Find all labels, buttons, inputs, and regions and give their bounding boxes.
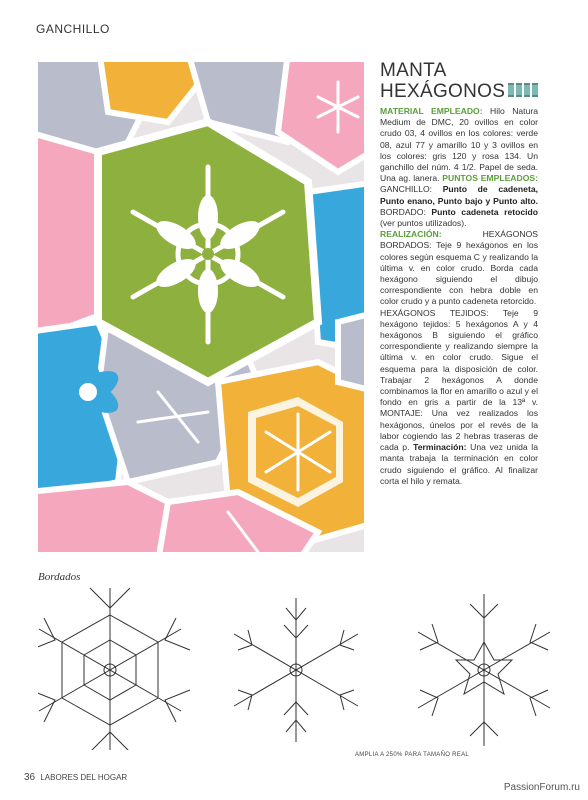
page-footer	[24, 772, 127, 783]
article-title	[380, 60, 540, 102]
material-label: MATERIAL EMPLEADO:	[380, 106, 483, 116]
stitches-text-1: GANCHILLO:	[380, 184, 433, 195]
section-label: GANCHILLO	[36, 22, 110, 36]
material-text-2: Papel de seda.	[479, 162, 538, 173]
spool-rating-icon	[508, 81, 540, 102]
stitches-text-2: BORDADO:	[380, 206, 426, 217]
watermark: PassionForum.ru	[503, 782, 580, 793]
stitches-bold: Punto de cadeneta, Punto enano, Punto bajo y Punto alto.	[380, 184, 538, 206]
embroidery-patterns	[38, 580, 568, 750]
title-line1: MANTA	[380, 60, 447, 81]
realization-label: REALIZACIÓN:	[380, 229, 442, 240]
material-text: Hilo Natura Medium de DMC, 20 ovillos en color crudo 03, 4 ovillos en los colores: verde 08, azul 77 y amarillo 10 y 3 ovillos en los colores: gris 120 y rosa 134. Un ganchillo del núm. 4 1/2.	[380, 106, 538, 173]
blanket-illustration	[38, 62, 364, 552]
snowflake-pattern-1	[38, 588, 190, 750]
stitches-bold-2: Punto cadeneta retocido	[431, 206, 539, 217]
snowflake-pattern-3	[418, 594, 550, 746]
blanket-photo	[38, 62, 364, 552]
stitches-text-3: (ver puntos utilizados).	[380, 218, 467, 229]
realization-text-2: HEXÁGONOS TEJIDOS: Teje 9 hexágono tejidos: 5 hexágonos A y 4 hexágonos B siguiendo el gráfico correspondiente y realizando siempre la última v. en color crudo. Sigue el esquema para la disposición de color. Trabajar 2 hexágonos A donde combinamos la flor en amarillo o azul y el fondo en gris a partir de la 13ª v. MONTAJE: Una vez realizados los hexágonos, únelos por el revés de la labor cogiendo las 2 hebras traseras de cada p.	[380, 307, 538, 453]
page-number: 36	[24, 772, 36, 783]
instructions-body	[380, 106, 538, 487]
termination-label: Terminación:	[413, 442, 467, 453]
enlargement-note: AMPLIA A 250% PARA TAMAÑO REAL	[355, 752, 470, 758]
material-text-3: Una ag. lanera.	[380, 173, 440, 184]
embroidery-heading: Bordados	[38, 571, 81, 583]
embroidery-diagrams	[38, 580, 568, 750]
snowflake-pattern-2	[234, 598, 358, 742]
magazine-name: LABORES DEL HOGAR	[40, 773, 128, 782]
title-line2: HEXÁGONOS	[380, 81, 506, 102]
realization-text-1: HEXÁGONOS BORDADOS: Teje 9 hexágonos en los colores según esquema C y realizando la última v. en color crudo. Borda cada hexágono siguiendo el dibujo correspondiente con hebra doble en color crudo y a punto cadeneta retorcido.	[380, 229, 538, 307]
stitches-label: PUNTOS EMPLEADOS:	[442, 173, 538, 184]
termination-text: Una vez unida la manta trabaja la terminación en color crudo siguiendo el gráfico. Al finalizar corta el hilo y remata.	[380, 442, 538, 486]
